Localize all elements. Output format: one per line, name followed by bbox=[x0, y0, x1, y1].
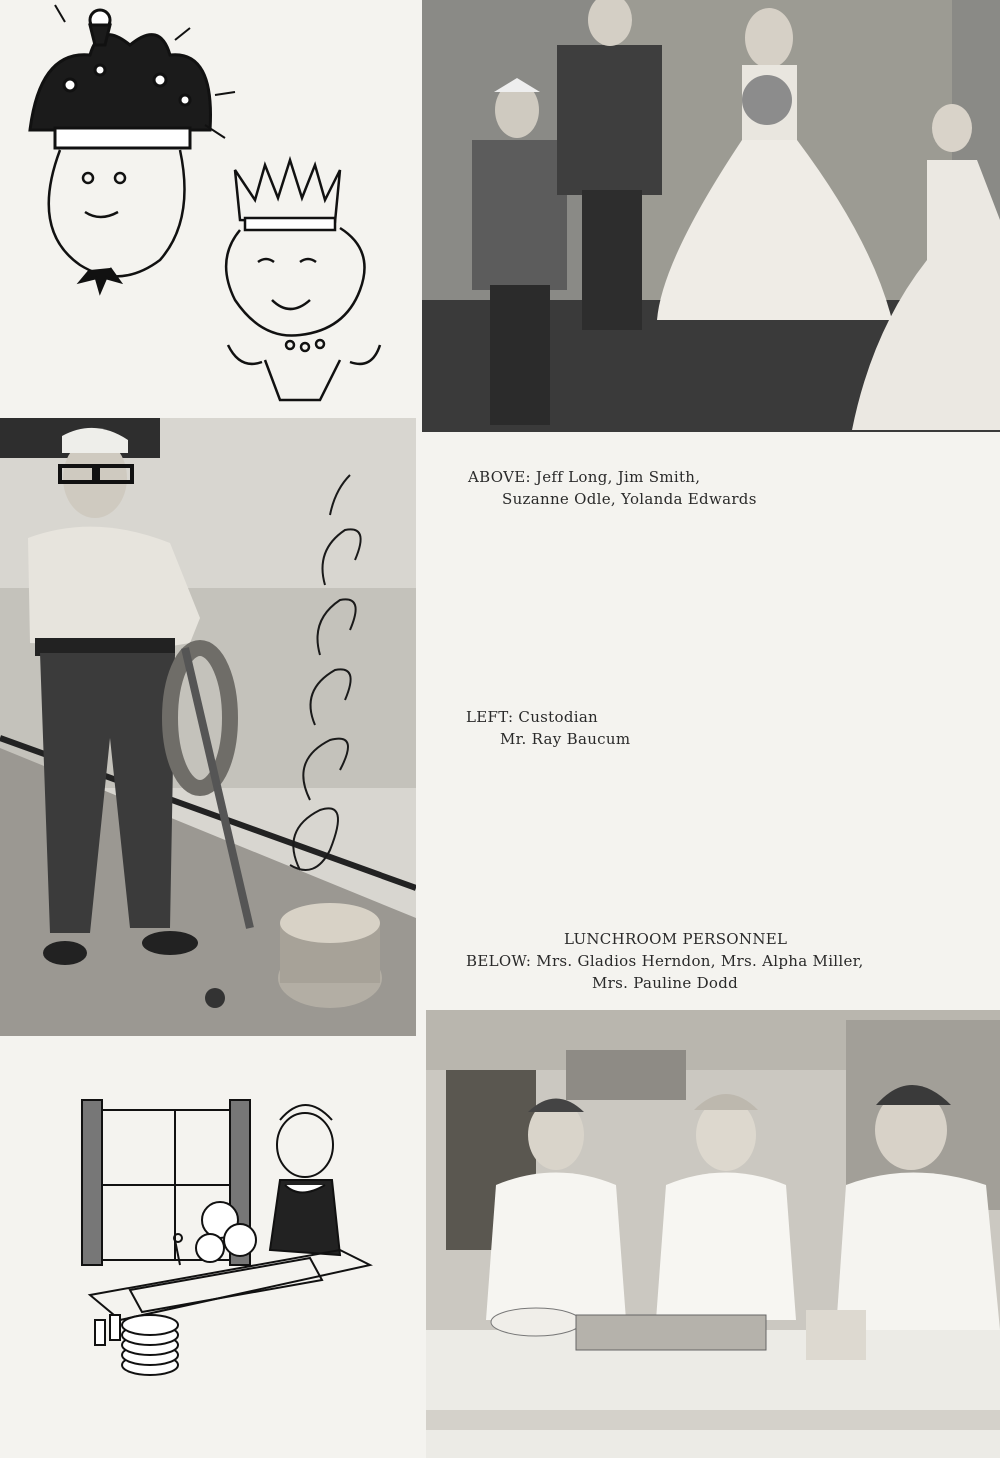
queen-crown-icon bbox=[235, 160, 340, 230]
above-line1: Jeff Long, Jim Smith, bbox=[535, 468, 701, 486]
king-queen-illustration bbox=[0, 0, 420, 412]
woman-figure bbox=[270, 1105, 340, 1255]
left-line1: Custodian bbox=[518, 708, 599, 726]
below-line2: Mrs. Pauline Dodd bbox=[592, 974, 739, 992]
queen-face-icon bbox=[226, 228, 380, 400]
above-line2: Suzanne Odle, Yolanda Edwards bbox=[502, 490, 757, 508]
ray-baucum-signature bbox=[260, 470, 410, 890]
royalty-court-photo bbox=[422, 0, 1000, 432]
below-line1: Mrs. Gladios Herndon, Mrs. Alpha Miller, bbox=[536, 952, 864, 970]
below-heading: LUNCHROOM PERSONNEL bbox=[564, 930, 788, 948]
below-caption bbox=[466, 928, 926, 994]
below-label: BELOW: bbox=[466, 952, 532, 970]
left-label: LEFT: bbox=[466, 708, 514, 726]
above-label: ABOVE: bbox=[468, 468, 531, 486]
king-crown-icon bbox=[30, 10, 211, 148]
left-line2: Mr. Ray Baucum bbox=[500, 730, 631, 748]
dishwashing-illustration bbox=[70, 1090, 390, 1390]
king-face-icon bbox=[49, 150, 185, 292]
above-caption bbox=[468, 466, 888, 510]
lunchroom-personnel-photo bbox=[426, 1010, 1000, 1458]
left-caption bbox=[466, 706, 766, 750]
plates-stack-icon bbox=[122, 1315, 178, 1375]
